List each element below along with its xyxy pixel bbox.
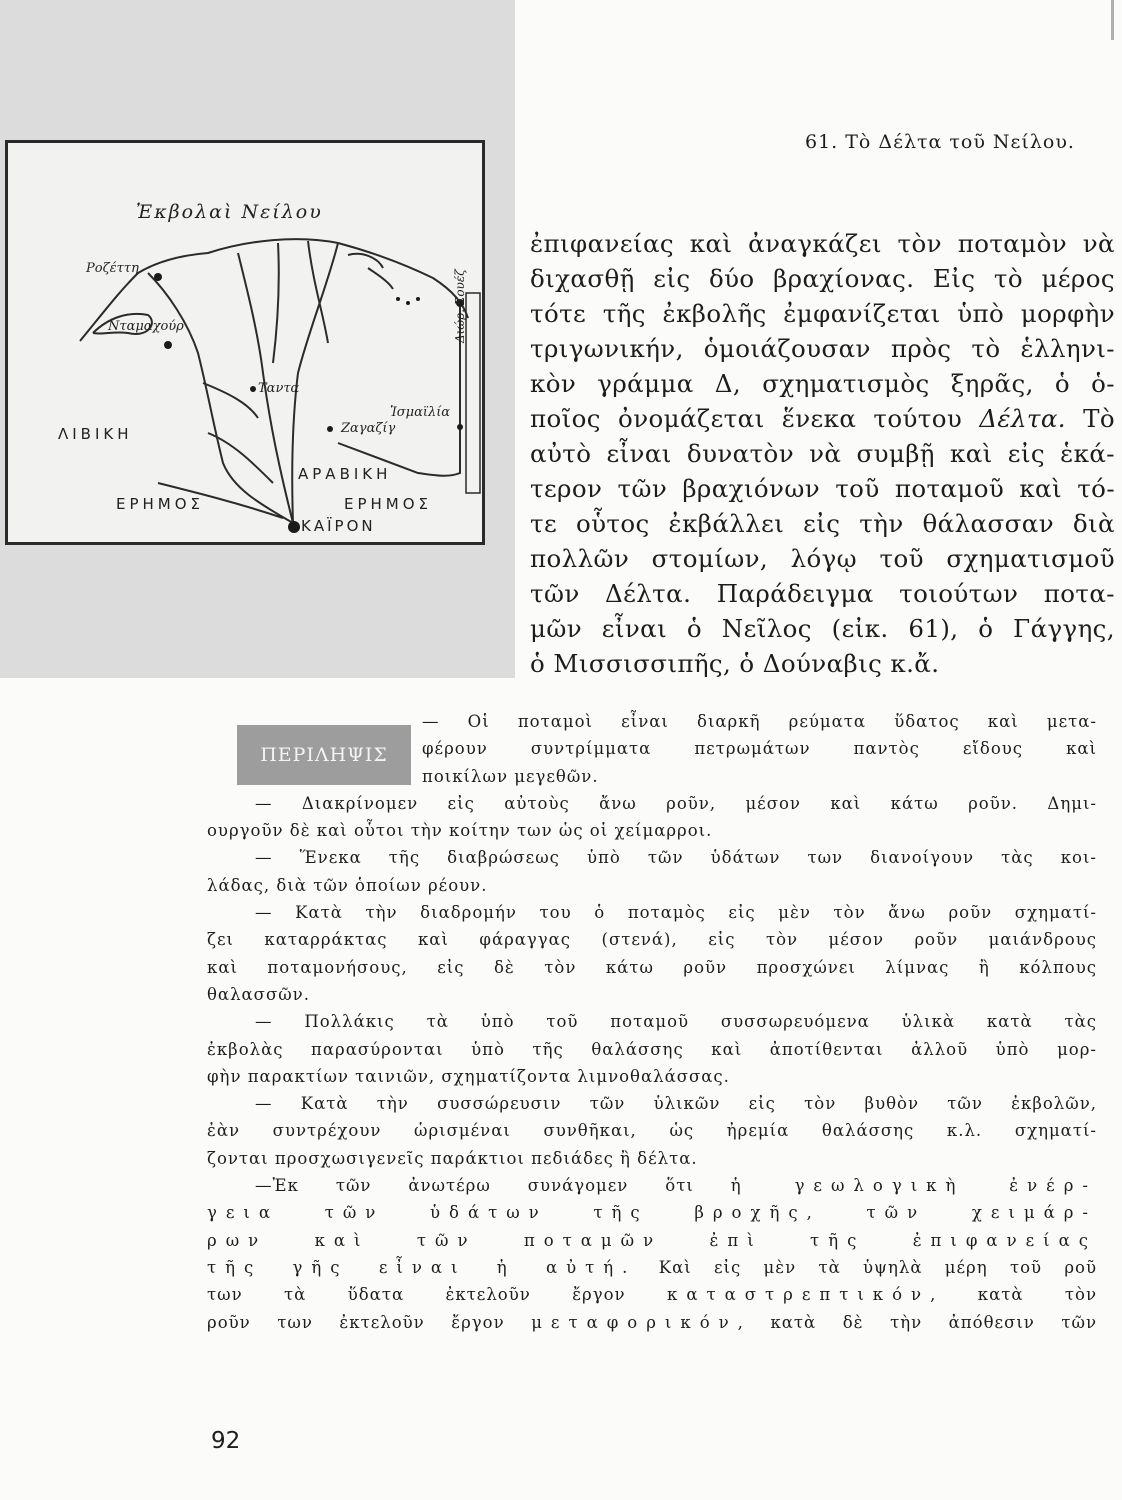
zagazig-dot	[327, 426, 333, 432]
summary-line: ρων καὶ τῶν ποταμῶν ἐπὶ τῆς ἐπιφανείας	[207, 1230, 1097, 1250]
text-line: πολλῶν στομίων, λόγῳ τοῦ σχηματισμοῦ	[530, 544, 1115, 573]
label-damanhour: Νταμαχούρ	[108, 319, 184, 334]
summary-line: φέρουν συντρίμματα πετρωμάτων παντὸς εἴδους καὶ	[422, 739, 1097, 759]
lake-dot-3	[416, 297, 420, 301]
ismailia-dot	[457, 424, 463, 430]
text-fragment: των τὰ ὕδατα ἐκτελοῦν ἔργον	[207, 1285, 667, 1305]
damanhour-dot	[164, 341, 172, 349]
lake-dot-2	[406, 301, 410, 305]
summary-line: — Πολλάκις τὰ ὑπὸ τοῦ ποταμοῦ συσσωρευόμενα ὑλικὰ κατὰ τὰς	[255, 1012, 1097, 1032]
figure-caption: 61. Τὸ Δέλτα τοῦ Νείλου.	[805, 131, 1075, 153]
spaced-emphasis: τῆς γῆς εἶναι ἡ αὐτή.	[207, 1257, 637, 1277]
label-rosetta: Ροζέττη	[86, 261, 139, 276]
label-zagazig: Ζαγαζίγ	[341, 421, 396, 436]
map-title: Ἐκβολαὶ Νείλου	[136, 201, 323, 223]
label-libyan-2: ΕΡΗΜΟΣ	[116, 495, 205, 513]
text-line: ὁ Μισσισσιπῆς, ὁ Δούναβις κ.ἄ.	[530, 649, 940, 678]
cairo-dot	[288, 521, 300, 533]
label-tanta: Ταντα	[258, 381, 300, 396]
text-fragment: , κατὰ δὲ τὴν ἀπόθεσιν τῶν	[737, 1312, 1097, 1332]
text-line: τερον τῶν βραχιόνων τοῦ ποταμοῦ καὶ τό-	[530, 474, 1115, 503]
summary-line: — Κατὰ τὴν διαδρομήν του ὁ ποταμὸς εἰς μὲν τὸν ἄνω ροῦν σχηματί-	[255, 903, 1097, 923]
summary-line: θαλασσῶν.	[207, 984, 310, 1004]
main-paragraph	[530, 226, 1115, 681]
text-line	[530, 401, 1115, 436]
summary-line: φὴν παρακτίων ταινιῶν, σχηματίζοντα λιμνοθαλάσσας.	[207, 1066, 730, 1086]
summary-line	[207, 1254, 1097, 1281]
tanta-dot	[250, 386, 256, 392]
summary-line: ζει καταρράκτας καὶ φάραγγας (στενά), εἰς τὸν μέσον ροῦν μαιάνδρους	[207, 930, 1097, 950]
text-fragment: Καὶ εἰς μὲν τὰ ὑψηλὰ μέρη τοῦ ροῦ	[636, 1257, 1097, 1277]
label-canal: Διώρ. Σουέζ	[453, 269, 467, 343]
nile-delta-map	[5, 140, 485, 545]
summary-line: — Ἕνεκα τῆς διαβρώσεως ὑπὸ τῶν ὑδάτων των διανοίγουν τὰς κοι-	[255, 848, 1097, 868]
canal-line	[338, 303, 460, 476]
summary-line: — Κατὰ τὴν συσσώρευσιν τῶν ὑλικῶν εἰς τὸν βυθὸν τῶν ἐκβολῶν,	[255, 1094, 1097, 1114]
summary-line: λάδας, διὰ τῶν ὁποίων ρέουν.	[207, 875, 488, 895]
scan-edge-mark	[1111, 0, 1114, 40]
text-line: τριγωνικήν, ὁμοιάζουσαν πρὸς τὸ ἑλληνι-	[530, 334, 1115, 363]
summary-line	[207, 1309, 1097, 1336]
text-line: ἐπιφανείας καὶ ἀναγκάζει τὸν ποταμὸν νὰ	[530, 229, 1115, 258]
text-line: τῶν Δέλτα. Παράδειγμα τοιούτων ποτα-	[530, 579, 1115, 608]
label-libyan-1: ΛΙΒΙΚΗ	[58, 425, 133, 443]
summary-line: γεια τῶν ὑδάτων τῆς βροχῆς, τῶν χειμάρ-	[207, 1203, 1097, 1223]
summary-line: — Οἱ ποταμοὶ εἶναι διαρκῆ ρεύματα ὕδατος καὶ μετα-	[422, 712, 1097, 731]
lake-dot-1	[396, 297, 400, 301]
spaced-emphasis: καταστρεπτικόν	[667, 1285, 931, 1305]
text-fragment: —Ἐκ τῶν ἀνωτέρω συνάγομεν ὅτι	[255, 1176, 731, 1196]
summary-line	[207, 1172, 1097, 1199]
summary-line: ἐὰν συντρέχουν ὡρισμέναι συνθῆκαι, ὡς ἠρεμία θαλάσσης κ.λ. σχηματί-	[207, 1121, 1097, 1141]
summary-line: ποικίλων μεγεθῶν.	[422, 766, 599, 786]
spaced-emphasis: μεταφορικόν	[531, 1312, 738, 1332]
label-cairo: ΚΑΪΡΟΝ	[301, 517, 376, 535]
rosetta-dot	[154, 273, 162, 281]
page-number: 92	[211, 1428, 241, 1454]
summary-line	[207, 1281, 1097, 1308]
label-arabian-1: ΑΡΑΒΙΚΗ	[298, 465, 392, 483]
text-fragment: ροῦν των ἐκτελοῦν ἔργον	[207, 1312, 532, 1332]
label-arabian-2: ΕΡΗΜΟΣ	[344, 495, 433, 513]
summary-line: — Διακρίνομεν εἰς αὐτοὺς ἄνω ροῦν, μέσον καὶ κάτω ροῦν. Δημι-	[255, 793, 1097, 813]
emphasized-term: Δέλτα.	[979, 404, 1066, 433]
summary-badge: ΠΕΡΙΛΗΨΙΣ	[237, 725, 411, 785]
label-ismailia: Ἰσμαϊλία	[390, 405, 451, 420]
text-line: τότε τῆς ἐκβολῆς ἐμφανίζεται ὑπὸ μορφὴν	[530, 299, 1115, 328]
text-line: μῶν εἶναι ὁ Νεῖλος (εἰκ. 61), ὁ Γάγγης,	[530, 614, 1115, 643]
text-line: τε οὗτος ἐκβάλλει εἰς τὴν θάλασσαν διὰ	[530, 509, 1115, 538]
text-line: κὸν γράμμα Δ, σχηματισμὸς ξηρᾶς, ὁ ὁ-	[530, 369, 1115, 398]
summary-line: ἐκβολὰς παρασύρονται ὑπὸ τῆς θαλάσσης καὶ ἀποτίθενται ἀλλοῦ ὑπὸ μορ-	[207, 1039, 1097, 1059]
text-fragment: , κατὰ τὸν	[930, 1285, 1097, 1305]
summary-line: καὶ ποταμονήσους, εἰς δὲ τὸν κάτω ροῦν προσχώνει λίμνας ἢ κόλπους	[207, 957, 1097, 977]
river-2	[273, 243, 279, 363]
summary-line: ζονται προσχωσιγενεῖς παράκτιοι πεδιάδες ἢ δέλτα.	[207, 1148, 698, 1168]
text-fragment: Τὸ	[1065, 404, 1115, 433]
summary-text	[207, 708, 1097, 1336]
text-fragment: ποῖος ὀνομάζεται ἕνεκα τούτου	[530, 404, 980, 433]
text-line: αὐτὸ εἶναι δυνατὸν νὰ συμβῇ καὶ εἰς ἑκά-	[530, 439, 1115, 468]
text-line: διχασθῇ εἰς δύο βραχίονας. Εἰς τὸ μέρος	[530, 264, 1115, 293]
summary-line: ουργοῦν δὲ καὶ οὗτοι τὴν κοίτην των ὡς οἱ χείμαρροι.	[207, 821, 713, 841]
spaced-emphasis: ἡ γεωλογικὴ ἐνέρ-	[730, 1176, 1098, 1196]
canal-box	[466, 293, 480, 493]
